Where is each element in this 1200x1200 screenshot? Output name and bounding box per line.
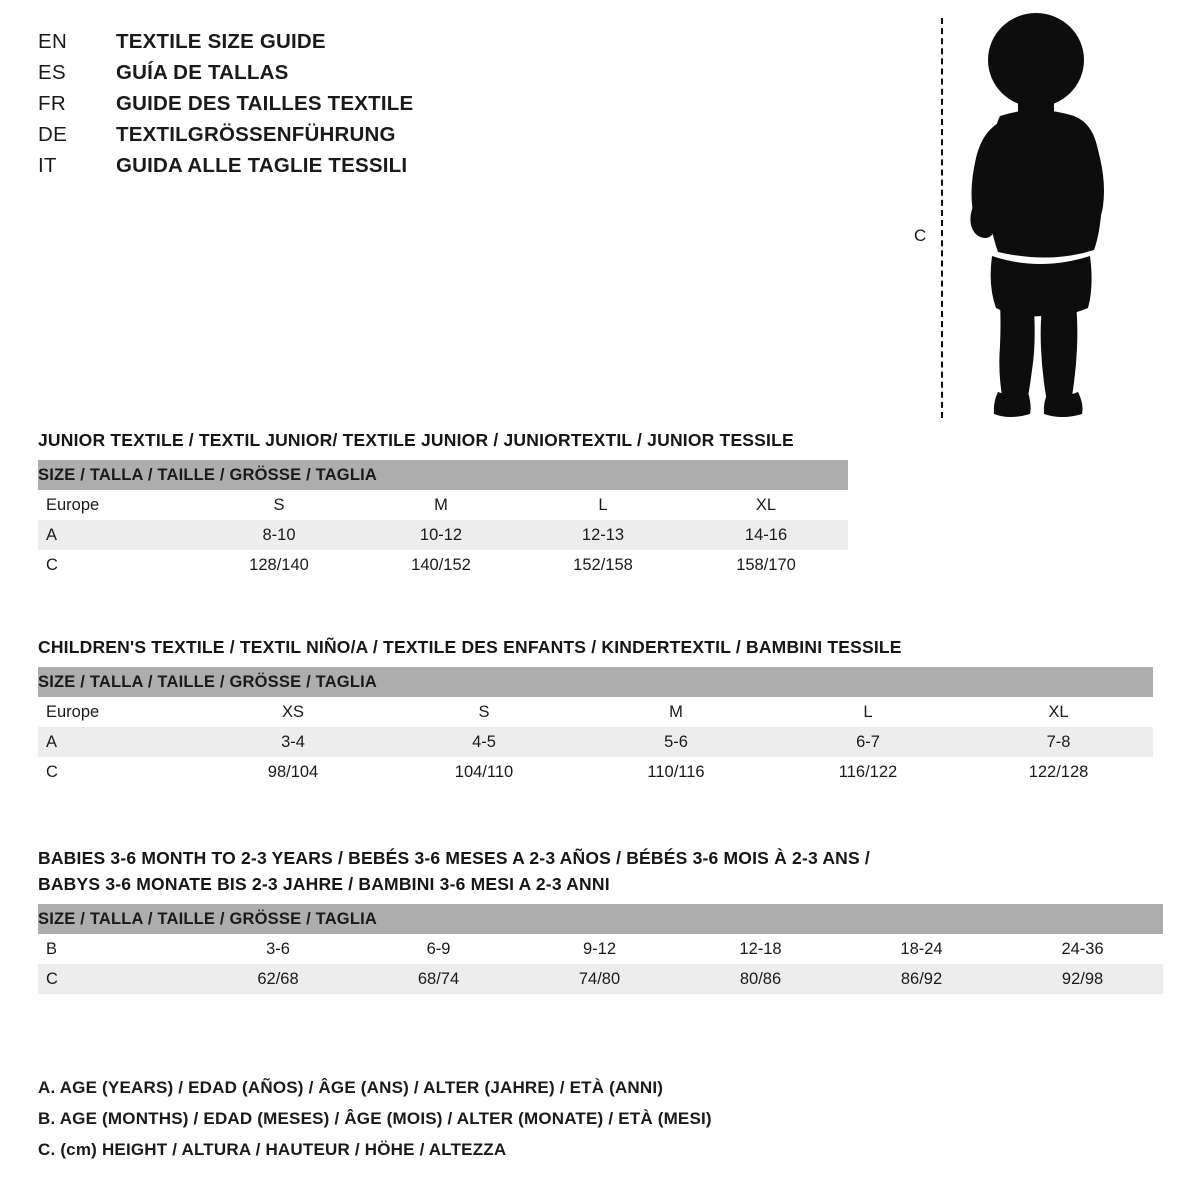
legend-note: C. (cm) HEIGHT / ALTURA / HAUTEUR / HÖHE / ALTEZZA [38,1140,507,1159]
table-cell: XS [198,697,388,727]
junior-size-table [38,460,848,580]
legend-note: A. AGE (YEARS) / EDAD (AÑOS) / ÂGE (ANS) / ALTER (JAHRE) / ETÀ (ANNI) [38,1078,664,1097]
table-cell: 158/170 [684,550,848,580]
row-label: A [38,727,198,757]
table-cell: 12-13 [522,520,684,550]
section-babies [38,848,1168,994]
child-silhouette-icon [940,8,1140,433]
section-title: JUNIOR TEXTILE / TEXTIL JUNIOR/ TEXTILE JUNIOR / JUNIORTEXTIL / JUNIOR TESSILE [38,430,794,450]
table-row [38,964,1163,994]
table-cell: 14-16 [684,520,848,550]
table-cell: 62/68 [198,964,358,994]
table-cell: 104/110 [388,757,580,787]
language-code: FR [38,92,66,115]
language-title: TEXTILE SIZE GUIDE [116,30,326,53]
language-row [38,123,598,154]
section-title-line2: BABYS 3-6 MONATE BIS 2-3 JAHRE / BAMBINI 3-6 MESI A 2-3 ANNI [38,874,610,894]
table-cell: 7-8 [964,727,1153,757]
legend-note: B. AGE (MONTHS) / EDAD (MESES) / ÂGE (MOIS) / ALTER (MONATE) / ETÀ (MESI) [38,1109,712,1128]
language-code: ES [38,61,66,84]
babies-size-table [38,904,1163,994]
table-cell: 122/128 [964,757,1153,787]
table-cell: 92/98 [1002,964,1163,994]
band-label: SIZE / TALLA / TAILLE / GRÖSSE / TAGLIA [38,460,848,490]
table-cell: XL [684,490,848,520]
language-title-block [38,30,598,185]
table-cell: 110/116 [580,757,772,787]
table-cell: 5-6 [580,727,772,757]
table-cell: 9-12 [519,934,680,964]
table-cell: 86/92 [841,964,1002,994]
table-cell: 4-5 [388,727,580,757]
children-size-table [38,667,1153,787]
table-cell: 18-24 [841,934,1002,964]
language-code: EN [38,30,68,53]
table-cell: 10-12 [360,520,522,550]
table-row [38,550,848,580]
table-cell: 152/158 [522,550,684,580]
table-cell: 3-4 [198,727,388,757]
table-header-band [38,667,1153,697]
band-label: SIZE / TALLA / TAILLE / GRÖSSE / TAGLIA [38,667,1153,697]
language-row [38,92,598,123]
language-code: DE [38,123,68,146]
table-cell: 12-18 [680,934,841,964]
legend-notes [38,1072,1038,1165]
table-cell: 3-6 [198,934,358,964]
table-cell: S [388,697,580,727]
table-row [38,520,848,550]
row-label: C [38,964,198,994]
table-cell: 80/86 [680,964,841,994]
measurement-figure [900,8,1150,428]
table-cell: XL [964,697,1153,727]
language-title: GUIDE DES TAILLES TEXTILE [116,92,414,115]
row-label: C [38,550,198,580]
table-cell: 68/74 [358,964,519,994]
table-cell: 24-36 [1002,934,1163,964]
row-label: A [38,520,198,550]
table-row [38,727,1153,757]
row-label: Europe [38,490,198,520]
table-row [38,697,1153,727]
row-label: C [38,757,198,787]
row-label: B [38,934,198,964]
table-cell: M [580,697,772,727]
table-cell: 74/80 [519,964,680,994]
table-cell: 98/104 [198,757,388,787]
table-row [38,934,1163,964]
table-header-band [38,460,848,490]
band-label: SIZE / TALLA / TAILLE / GRÖSSE / TAGLIA [38,904,1163,934]
table-row [38,490,848,520]
language-title: GUIDA ALLE TAGLIE TESSILI [116,154,408,177]
table-cell: 6-9 [358,934,519,964]
row-label: Europe [38,697,198,727]
table-cell: 128/140 [198,550,360,580]
section-junior [38,430,1168,580]
table-cell: 140/152 [360,550,522,580]
table-cell: L [772,697,964,727]
table-cell: 8-10 [198,520,360,550]
language-row [38,61,598,92]
language-row [38,30,598,61]
table-row [38,757,1153,787]
language-row [38,154,598,185]
section-title: BABIES 3-6 MONTH TO 2-3 YEARS / BEBÉS 3-6 MESES A 2-3 AÑOS / BÉBÉS 3-6 MOIS À 2-3 ANS / [38,848,870,868]
table-cell: M [360,490,522,520]
table-header-band [38,904,1163,934]
table-cell: S [198,490,360,520]
section-children [38,637,1168,787]
table-cell: 6-7 [772,727,964,757]
height-measure-label: C [914,226,927,245]
language-title: GUÍA DE TALLAS [116,61,289,84]
language-title: TEXTILGRÖSSENFÜHRUNG [116,123,396,146]
section-title: CHILDREN'S TEXTILE / TEXTIL NIÑO/A / TEXTILE DES ENFANTS / KINDERTEXTIL / BAMBINI TESSILE [38,637,902,657]
table-cell: 116/122 [772,757,964,787]
language-code: IT [38,154,57,177]
table-cell: L [522,490,684,520]
